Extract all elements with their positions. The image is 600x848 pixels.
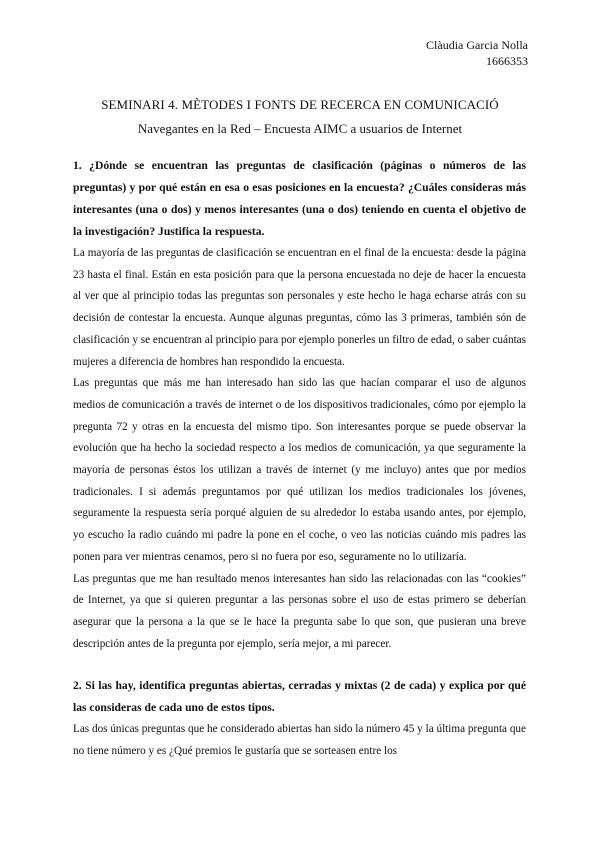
document-title: SEMINARI 4. MÈTODES I FONTS DE RECERCA EN COMUNICACIÓ: [101, 97, 499, 112]
author-block: [308, 37, 528, 69]
answer-1-paragraph-3: Las preguntas que me han resultado menos interesantes han sido las relacionadas con las “cookies” de Internet, ya que si quieren preguntar a las personas sobre el uso de estas primero se deberían asegurar que la persona a la que se le hace la pregunta sabe lo que son, que pusieran una breve descripción antes de la pregunta por ejemplo, sería mejor, a mi parecer.: [73, 572, 526, 650]
answer-1-paragraph-2: Las preguntas que más me han interesado han sido las que hacían comparar el uso de algunos medios de comunicación a través de internet o de los dispositivos tradicionales, cómo por ejemplo la pregunta 72 y otras en la encuesta del mismo tipo. Son interesantes porque se puede observar la evolución que ha hecho la sociedad respecto a los medios de comunicación, ya que seguramente la mayoría de personas éstos los utilizan a través de internet (y me incluyo) antes que por medios tradicionales. I si además preguntamos por qué utilizan los medios tradicionales los jóvenes, seguramente la respuesta sería porqué alguien de su alrededor lo estaba usando antes, por ejemplo, yo escucho la radio cuándo mi padre la pone en el coche, o veo las noticias cuándo mis padres las ponen para ver mientras cenamos, pero si no fuera por eso, seguramente no lo utilizaría.: [73, 377, 526, 563]
answer-2-paragraph-1: Las dos únicas preguntas que he considerado abiertas han sido la número 45 y la última pregunta que no tiene número y es ¿Qué premios le gustaría que se sorteasen entre los: [73, 723, 526, 758]
answer-1-paragraph-1: La mayoría de las preguntas de clasificación se encuentran en el final de la encuesta: desde la página 23 hasta el final. Están en esta posición para que la persona encuestada no deje de hacer la encuesta al ver que al principio todas las preguntas son personales y este hecho le haga echarse atrás con su decisión de contestar la encuesta. Aunque algunas preguntas, cómo las 3 primeras, también són de clasificación y se encuentran al principio para por ejemplo ponerles un filtro de edad, o saber cuántas mujeres a diferencia de hombres han respondido la encuesta.: [73, 247, 526, 368]
question-2: 2. Si las hay, identifica preguntas abiertas, cerradas y mixtas (2 de cada) y explica por qué las consideras de cada uno de estos tipos.: [73, 679, 526, 715]
document-subtitle: Navegantes en la Red – Encuesta AIMC a usuarios de Internet: [137, 121, 463, 136]
document-body: [73, 155, 526, 763]
question-1: 1. ¿Dónde se encuentran las preguntas de clasificación (páginas o números de las preguntas) y por qué están en esa o esas posiciones en la encuesta? ¿Cuáles consideras más interesantes (una o dos) y menos interesantes (una o dos) teniendo en cuenta el objetivo de la investigación? Justifica la respuesta.: [73, 159, 526, 238]
section-spacer: [73, 655, 526, 675]
author-name: Clàudia Garcia Nolla: [426, 38, 528, 52]
student-id: 1666353: [486, 54, 528, 68]
